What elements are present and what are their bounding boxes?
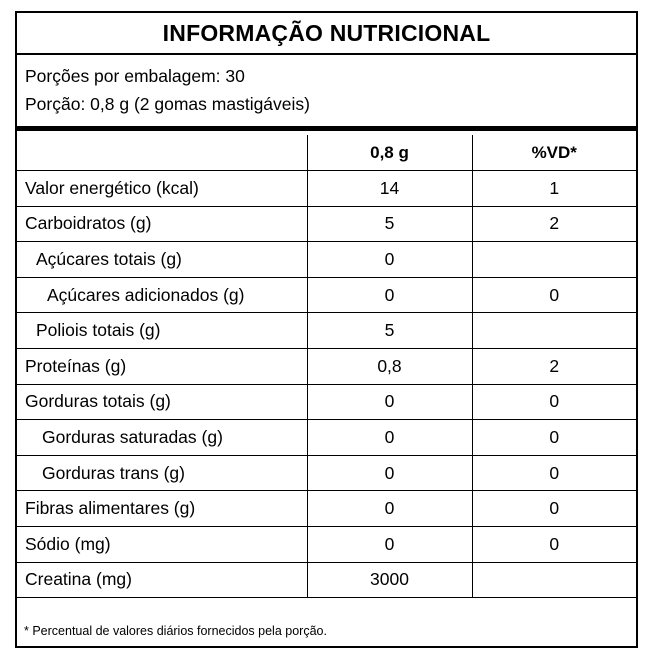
row-quantity: 14 (307, 171, 472, 207)
table-row (17, 349, 636, 385)
table-row (17, 562, 636, 598)
header-quantity: 0,8 g (307, 135, 472, 171)
row-dv: 0 (472, 420, 636, 456)
table-row (17, 277, 636, 313)
table-row (17, 242, 636, 278)
row-dv (472, 562, 636, 598)
row-label: Valor energético (kcal) (25, 177, 199, 198)
row-label: Gorduras totais (g) (25, 391, 171, 412)
row-dv (472, 242, 636, 278)
header-label (17, 135, 307, 171)
row-quantity: 0 (307, 455, 472, 491)
nutrition-table (17, 135, 636, 598)
row-quantity: 0 (307, 277, 472, 313)
row-dv: 0 (472, 491, 636, 527)
row-dv (472, 313, 636, 349)
row-label: Gorduras trans (g) (42, 462, 185, 483)
table-row (17, 455, 636, 491)
row-quantity: 0 (307, 491, 472, 527)
table-row (17, 171, 636, 207)
row-label: Gorduras saturadas (g) (42, 427, 223, 448)
row-dv: 2 (472, 206, 636, 242)
row-dv: 2 (472, 349, 636, 385)
footnote: * Percentual de valores diários fornecidos pela porção. (24, 624, 327, 638)
row-dv: 1 (472, 171, 636, 207)
row-dv: 0 (472, 527, 636, 563)
row-label: Açúcares totais (g) (36, 249, 182, 270)
row-label: Proteínas (g) (25, 355, 127, 376)
row-dv: 0 (472, 384, 636, 420)
row-label: Poliois totais (g) (36, 320, 161, 341)
row-quantity: 0 (307, 527, 472, 563)
header-dv: %VD* (472, 135, 636, 171)
row-label: Açúcares adicionados (g) (47, 284, 245, 305)
table-header-row (17, 135, 636, 171)
table-row (17, 313, 636, 349)
row-quantity: 0 (307, 420, 472, 456)
nutrition-facts-panel (15, 11, 638, 648)
row-dv: 0 (472, 277, 636, 313)
table-row (17, 527, 636, 563)
table-row (17, 420, 636, 456)
row-label: Fibras alimentares (g) (25, 498, 196, 519)
row-label: Sódio (mg) (25, 533, 111, 554)
row-quantity: 0,8 (307, 349, 472, 385)
panel-title: INFORMAÇÃO NUTRICIONAL (162, 19, 491, 46)
row-label: Carboidratos (g) (25, 213, 152, 234)
table-row (17, 491, 636, 527)
table-row (17, 384, 636, 420)
serving-divider (17, 126, 636, 131)
row-quantity: 5 (307, 313, 472, 349)
row-quantity: 0 (307, 384, 472, 420)
row-quantity: 3000 (307, 562, 472, 598)
row-dv: 0 (472, 455, 636, 491)
row-quantity: 0 (307, 242, 472, 278)
title-divider (17, 53, 636, 55)
row-label: Creatina (mg) (25, 569, 132, 590)
serving-size: Porção: 0,8 g (2 gomas mastigáveis) (25, 94, 310, 114)
row-quantity: 5 (307, 206, 472, 242)
table-row (17, 206, 636, 242)
servings-per-package: Porções por embalagem: 30 (25, 66, 245, 86)
